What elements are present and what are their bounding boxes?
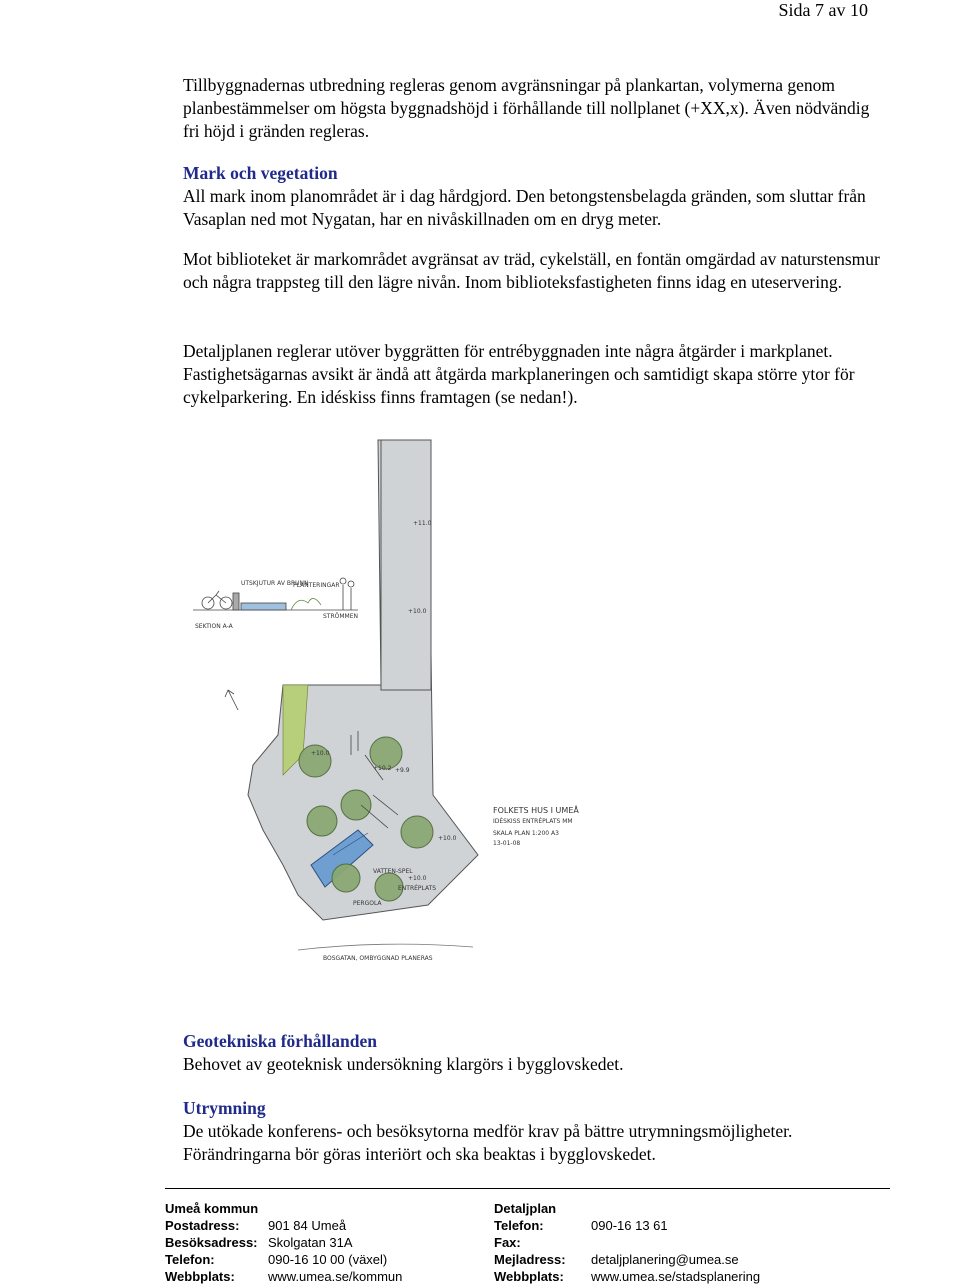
section-heading: Utrymning xyxy=(183,1098,266,1118)
footer-label: Fax: xyxy=(494,1235,521,1250)
title-block xyxy=(493,804,579,847)
footer-divider xyxy=(165,1188,890,1189)
section-evacuation xyxy=(183,1097,883,1166)
level-label: +10.0 xyxy=(408,608,427,615)
footer-link[interactable]: www.umea.se/stadsplanering xyxy=(591,1269,761,1284)
paragraph-extension xyxy=(183,74,883,143)
level-label: +10.2 xyxy=(373,765,392,772)
footer-email-link[interactable]: detaljplanering@umea.se xyxy=(591,1252,739,1267)
footer-value: Skolgatan 31A xyxy=(268,1235,353,1250)
section-label: SEKTION A-A xyxy=(195,623,233,630)
level-label: +10.0 xyxy=(311,750,330,757)
footer-label: Webbplats: xyxy=(165,1269,235,1284)
paragraph-text: Mot biblioteket är markområdet avgränsat av träd, cykelställ, en fontän omgärdad av naturstensmur och några trappsteg till den lägre nivån. Inom biblioteksfastigheten finns idag en uteservering. xyxy=(183,249,880,292)
footer-label: Telefon: xyxy=(165,1252,215,1267)
level-label: +11.0 xyxy=(413,520,432,527)
level-label: +9.9 xyxy=(395,767,410,774)
footer-label: Mejladress: xyxy=(494,1252,566,1267)
section-heading: Mark och vegetation xyxy=(183,163,338,183)
section-note: PLANTERINGAR xyxy=(293,582,340,589)
title-line: IDÉSKISS ENTRÉPLATS MM xyxy=(493,818,573,825)
level-label: +10.0 xyxy=(438,835,457,842)
footer-value: 901 84 Umeå xyxy=(268,1218,347,1233)
footer-right xyxy=(494,1200,760,1285)
sketch-note: VATTEN-SPEL xyxy=(373,868,413,875)
paragraph-detailplan xyxy=(183,340,883,409)
paragraph-library xyxy=(183,248,883,294)
footer-label: Besöksadress: xyxy=(165,1235,258,1250)
idea-sketch-drawing xyxy=(183,435,783,1010)
paragraph-text: Detaljplanen reglerar utöver byggrätten för entrébyggnaden inte några åtgärder i markplanet. Fastighetsägarnas avsikt är ändå att åtgärda markplaneringen och samtidigt skapa större ytor för cykelparkering. En idéskiss finns framtagen (se nedan!). xyxy=(183,341,855,407)
footer-value: 090-16 10 00 (växel) xyxy=(268,1252,388,1267)
bottom-note: BOSGATAN, OMBYGGNAD PLANERAS xyxy=(323,955,433,962)
sketch-note: ENTRÉPLATS xyxy=(398,885,437,892)
footer-left xyxy=(165,1200,402,1285)
section-note: STRÖMMEN xyxy=(323,613,358,620)
page-number: Sida 7 av 10 xyxy=(778,0,868,20)
sketch-note: PERGOLA xyxy=(353,900,382,907)
footer-link[interactable]: www.umea.se/kommun xyxy=(268,1269,403,1284)
paragraph-text: All mark inom planområdet är i dag hårdgjord. Den betongstensbelagda gränden, som sluttar från Vasaplan ned mot Nygatan, har en nivåskillnaden om en dryg meter. xyxy=(183,186,866,229)
title-line: FOLKETS HUS I UMEÅ xyxy=(493,806,579,815)
title-line: 13-01-08 xyxy=(493,840,521,847)
section-geotechnics xyxy=(183,1030,883,1076)
footer-org: Detaljplan xyxy=(494,1201,557,1216)
section-note: UTSKJUTUR AV BRUNN xyxy=(241,580,309,587)
paragraph-text: Behovet av geoteknisk undersökning klargörs i bygglovskedet. xyxy=(183,1054,624,1074)
footer-org: Umeå kommun xyxy=(165,1201,259,1216)
footer-label: Webbplats: xyxy=(494,1269,564,1284)
title-line: SKALA PLAN 1:200 A3 xyxy=(493,830,559,837)
paragraph-text: Tillbyggnadernas utbredning regleras genom avgränsningar på plankartan, volymerna genom planbestämmelser om högsta byggnadshöjd i förhållande till nollplanet (+XX,x). Även nödvändig fri höjd i gränden regleras. xyxy=(183,75,870,141)
paragraph-text: De utökade konferens- och besöksytorna medför krav på bättre utrymningsmöjligheter. Förändringarna bör göras interiört och ska beaktas i bygglovskedet. xyxy=(183,1121,793,1164)
level-label: +10.0 xyxy=(408,875,427,882)
footer-label: Telefon: xyxy=(494,1218,544,1233)
footer-value: 090-16 13 61 xyxy=(591,1218,668,1233)
section-mark-vegetation xyxy=(183,162,883,231)
footer-label: Postadress: xyxy=(165,1218,240,1233)
section-heading: Geotekniska förhållanden xyxy=(183,1031,377,1051)
